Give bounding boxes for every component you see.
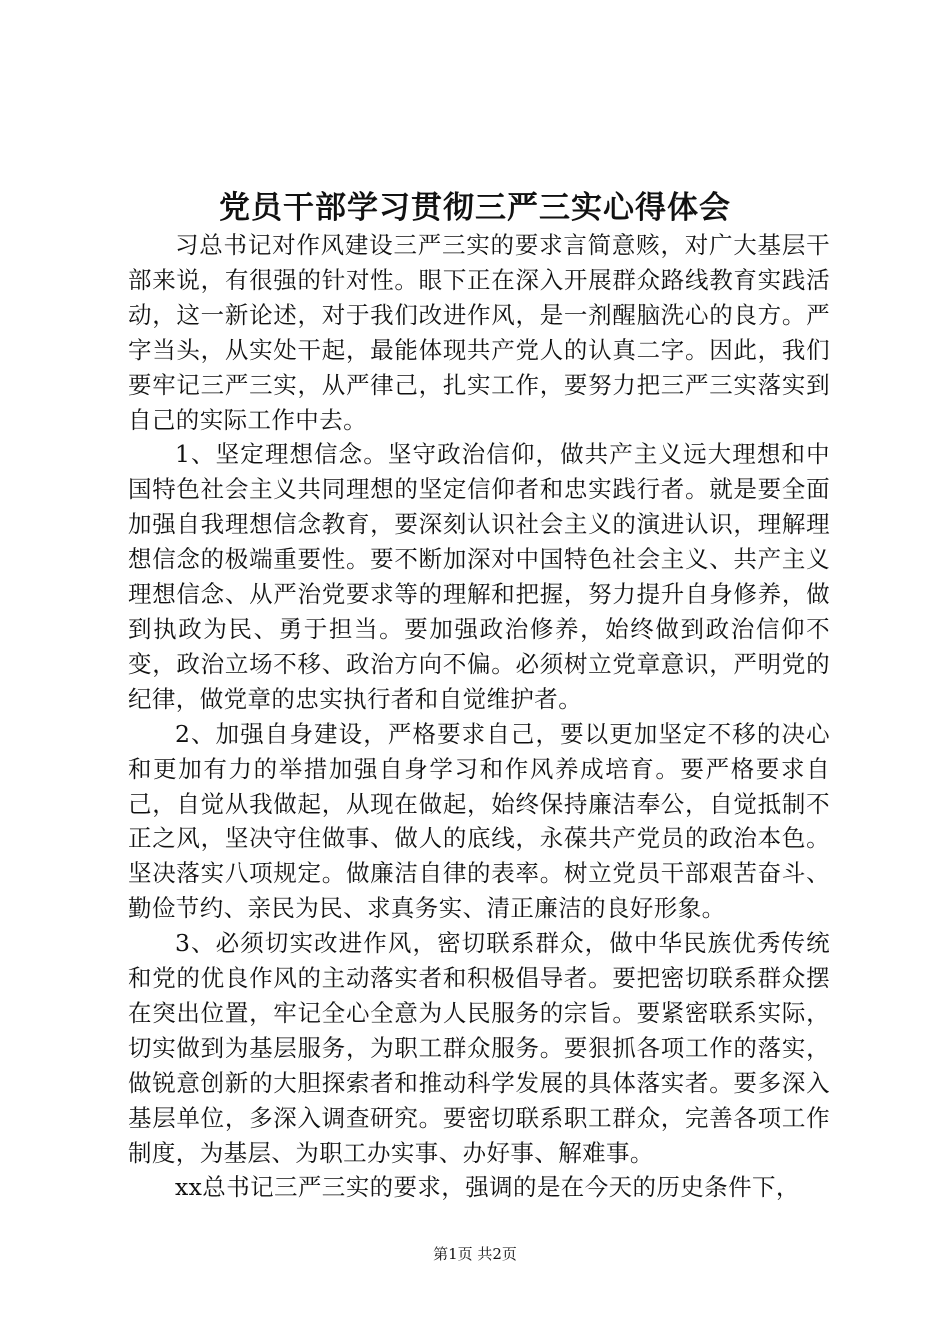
paragraph-point-3: 3、必须切实改进作风，密切联系群众，做中华民族优秀传统和党的优良作风的主动落实者和积极倡导者。要把密切联系群众摆在突出位置，牢记全心全意为人民服务的宗旨。要紧密联系实际，切实做到为基层服务，为职工群众服务。要狠抓各项工作的落实，做锐意创新的大胆探索者和推动科学发展的具体落实者。要多深入基层单位，多深入调查研究。要密切联系职工群众，完善各项工作制度，为基层、为职工办实事、办好事、解难事。 [128, 929, 830, 1167]
paragraph-intro: 习总书记对作风建设三严三实的要求言简意赅，对广大基层干部来说，有很强的针对性。眼下正在深入开展群众路线教育实践活动，这一新论述，对于我们改进作风，是一剂醒脑洗心的良方。严字当头，从实处干起，最能体现共产党人的认真二字。因此，我们要牢记三严三实，从严律己，扎实工作，要努力把三严三实落实到自己的实际工作中去。 [128, 231, 830, 434]
paragraph-point-2: 2、加强自身建设，严格要求自己，要以更加坚定不移的决心和更加有力的举措加强自身学习和作风养成培育。要严格要求自己，自觉从我做起，从现在做起，始终保持廉洁奉公，自觉抵制不正之风，坚决守住做事、做人的底线，永葆共产党员的政治本色。坚决落实八项规定。做廉洁自律的表率。树立党员干部艰苦奋斗、勤俭节约、亲民为民、求真务实、清正廉洁的良好形象。 [128, 719, 830, 923]
document-body [128, 228, 830, 1205]
paragraph-closing: xx总书记三严三实的要求，强调的是在今天的历史条件下， [175, 1173, 800, 1202]
document-title: 党员干部学习贯彻三严三实心得体会 [219, 190, 731, 226]
page-number-footer: 第1页 共2页 [433, 1245, 517, 1263]
paragraph-point-1: 1、坚定理想信念。坚守政治信仰，做共产主义远大理想和中国特色社会主义共同理想的坚定信仰者和忠实践行者。就是要全面加强自我理想信念教育，要深刻认识社会主义的演进认识，理解理想信念的极端重要性。要不断加深对中国特色社会主义、共产主义理想信念、从严治党要求等的理解和把握，努力提升自身修养，做到执政为民、勇于担当。要加强政治修养，始终做到政治信仰不变，政治立场不移、政治方向不偏。必须树立党章意识，严明党的纪律，做党章的忠实执行者和自觉维护者。 [128, 440, 830, 713]
